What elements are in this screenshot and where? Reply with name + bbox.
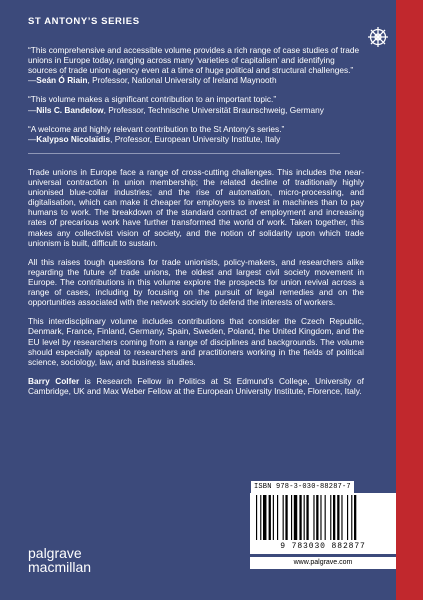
barcode-bar bbox=[325, 495, 326, 540]
barcode-icon bbox=[256, 495, 390, 541]
barcode-bar bbox=[273, 495, 274, 540]
barcode-bar bbox=[285, 495, 287, 540]
endorsement-quote bbox=[28, 94, 364, 114]
barcode-bar bbox=[330, 495, 331, 540]
quote-author: Seán Ó Riain bbox=[36, 75, 88, 86]
barcode-bar bbox=[277, 495, 278, 540]
barcode-bar bbox=[341, 495, 342, 540]
barcode-bar bbox=[269, 495, 271, 540]
barcode-bar bbox=[347, 495, 348, 540]
barcode-bar bbox=[260, 495, 261, 540]
description-paragraph: Trade unions in Europe face a range of cross-cutting challenges. This includes the near-universal contraction in union membership; the related decline of traditionally highly unionised blue-collar industries; and the rise of automation, micro-processing, and digitalisation, which can make it cheaper for employers to invest in machines than to pay humans to work. The breakdown of the standard contract of employment and increasing rates of precarious work have further transformed the world of work. Taken together, this makes any collectivist vision of society, and the notion of solidarity upon which trade unionism is built, difficult to sustain. bbox=[28, 166, 364, 248]
section-divider bbox=[28, 153, 340, 154]
barcode-bar bbox=[354, 495, 356, 540]
quote-dash: — bbox=[28, 75, 37, 86]
quote-author: Kalypso Nicolaïdis bbox=[36, 133, 111, 144]
barcode bbox=[250, 493, 396, 554]
quote-dash: — bbox=[28, 133, 37, 144]
endorsement-quote bbox=[28, 124, 364, 144]
barcode-bar bbox=[263, 495, 266, 540]
quote-text: “A welcome and highly relevant contribution to the St Antony’s series.” bbox=[28, 123, 285, 134]
barcode-bar bbox=[304, 495, 305, 540]
publisher-url[interactable]: www.palgrave.com bbox=[250, 557, 396, 569]
quote-text: “This volume makes a significant contribution to an important topic.” bbox=[28, 94, 277, 105]
publisher-name-line2: macmillan bbox=[28, 559, 92, 575]
barcode-bar bbox=[291, 495, 292, 540]
author-bio bbox=[28, 376, 364, 396]
quote-attribution bbox=[28, 105, 364, 115]
barcode-bar bbox=[313, 495, 314, 540]
endorsement-quote bbox=[28, 45, 364, 85]
barcode-digits: 9 783030 882877 bbox=[280, 542, 366, 551]
author-bio-text: is Research Fellow in Politics at St Edmund’s College, University of Cambridge, UK and Max Weber Fellow at the European University Institute, Florence, Italy. bbox=[28, 375, 364, 396]
barcode-bar bbox=[337, 495, 339, 540]
isbn-label: ISBN 978-3-030-88287-7 bbox=[251, 481, 354, 493]
publisher-logo bbox=[28, 546, 91, 574]
barcode-bar bbox=[306, 495, 308, 540]
springer-logo-icon bbox=[367, 26, 389, 48]
barcode-bar bbox=[283, 495, 284, 540]
quote-affiliation: , Professor, National University of Ireland Maynooth bbox=[87, 75, 277, 86]
barcode-bar bbox=[320, 495, 321, 540]
publisher-name-line1: palgrave bbox=[28, 545, 82, 561]
description-paragraph: All this raises tough questions for trade unionists, policy-makers, and researchers alike regarding the future of trade unions, the oldest and largest civil society movement in Europe. The contributions in this volume explore the prospects for union revival across a range of cases, including by focusing on the pursuit of legal remedies and on the opportunities associated with the network society to defend the interests of workers. bbox=[28, 256, 364, 308]
cover-text bbox=[28, 45, 364, 396]
quote-author: Nils C. Bandelow bbox=[36, 104, 104, 115]
quote-affiliation: , Professor, Technische Universität Braunschweig, Germany bbox=[103, 104, 324, 115]
barcode-bar bbox=[256, 495, 257, 540]
author-name: Barry Colfer bbox=[28, 375, 80, 386]
barcode-bar bbox=[316, 495, 318, 540]
series-title: ST ANTONY’S SERIES bbox=[28, 16, 140, 27]
quote-affiliation: , Professor, European University Institute, Italy bbox=[110, 133, 281, 144]
barcode-bar bbox=[351, 495, 352, 540]
spine-accent-strip bbox=[396, 0, 423, 600]
quote-text: “This comprehensive and accessible volume provides a rich range of case studies of trade unions in Europe today, ranging across many ‘varieties of capitalism’ and identifying sources of trade union agency even at a time of huge political and structural challenges.” bbox=[28, 45, 360, 76]
quote-attribution bbox=[28, 75, 364, 85]
quote-dash: — bbox=[28, 104, 37, 115]
description-paragraph: This interdisciplinary volume includes contributions that consider the Czech Republic, Denmark, France, Finland, Germany, Spain, Sweden, Poland, the United Kingdom, and the EU level by researchers coming from a range of disciplines and backgrounds. The volume should especially appeal to researchers and practitioners working in the fields of political science, sociology, law, and business studies. bbox=[28, 316, 364, 367]
barcode-bar bbox=[333, 495, 335, 540]
barcode-bar bbox=[294, 495, 297, 540]
barcode-bar bbox=[299, 495, 301, 540]
quote-attribution bbox=[28, 134, 364, 144]
